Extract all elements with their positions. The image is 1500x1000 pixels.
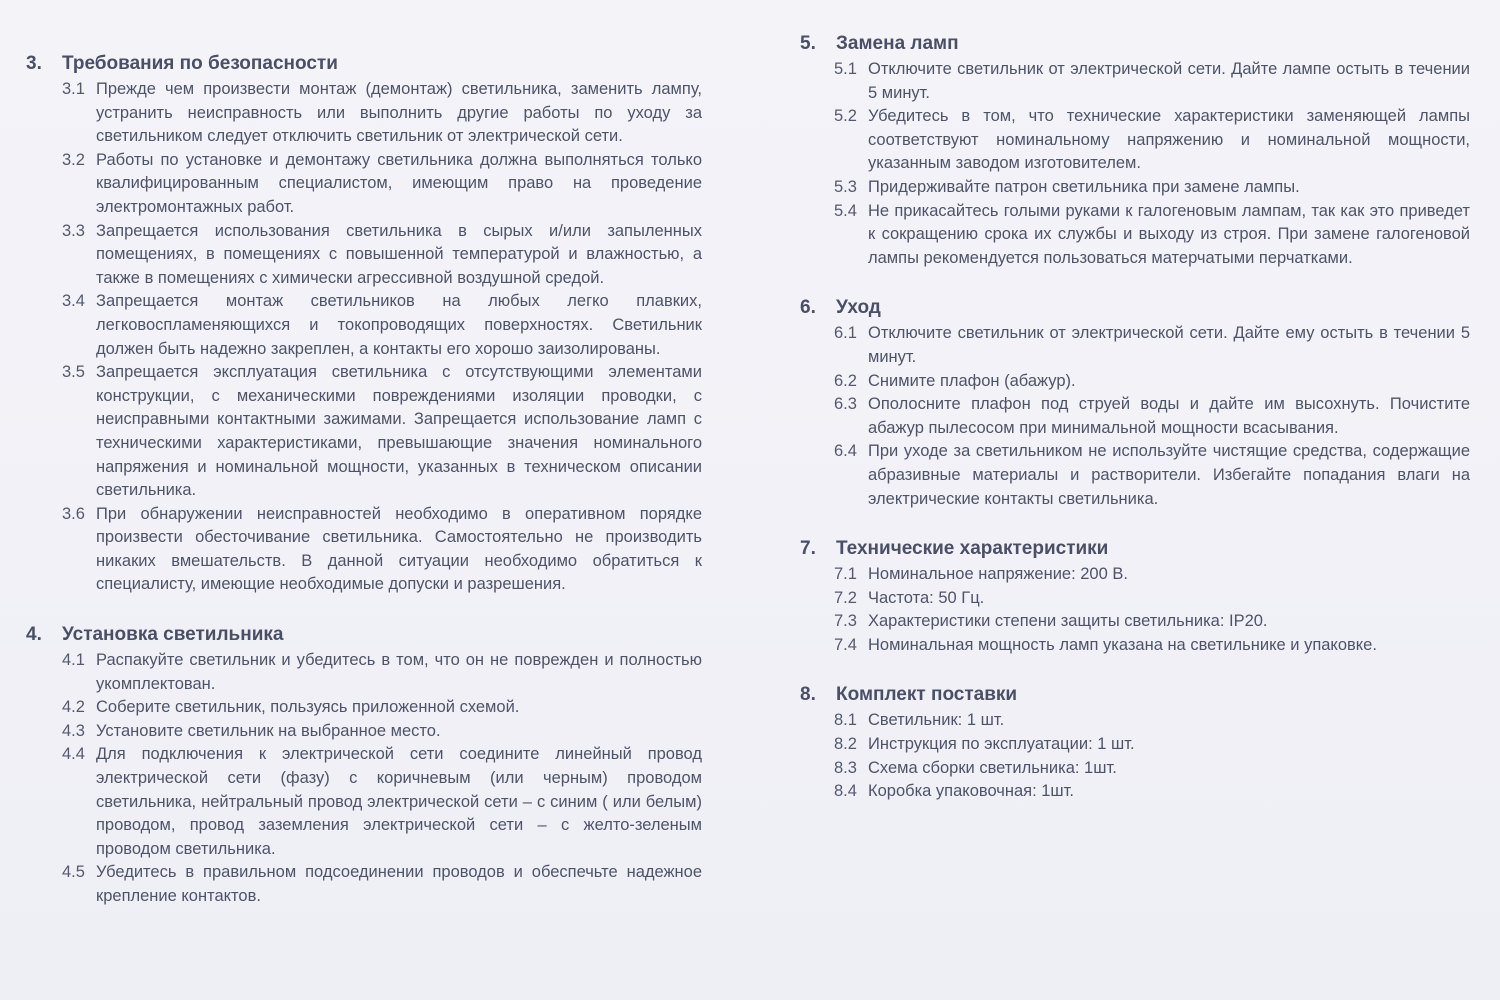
item-text: Для подключения к электрической сети соедините линейный провод электрической сети (фазу) с коричневым (или черным) проводом светильника, нейтральный провод электрической сети – с синим ( или белым) проводом, провод заземления электрической сети – с желто-зеленым проводом светильника. [96,745,702,858]
left-column [26,52,702,909]
list-item [834,322,1470,369]
list-item [62,503,702,597]
item-number: 4.3 [62,721,85,740]
item-number: 3.3 [62,221,85,240]
item-text: Убедитесь в правильном подсоединении проводов и обеспечьте надежное крепление контактов. [96,863,702,905]
item-number: 4.5 [62,863,85,882]
item-text: Установите светильник на выбранное место. [96,721,441,740]
section-number: 5. [800,33,816,54]
list-item [62,720,702,744]
item-number: 3.6 [62,504,85,523]
item-text: При обнаружении неисправностей необходимо в оперативном порядке произвести обесточивание светильника. Самостоятельно не производить никаких вмешательств. В данной ситуации необходимо обратиться к специалисту, имеющие необходимые допуски и разрешения. [96,504,702,594]
item-number: 6.3 [834,395,857,414]
list-item [834,634,1470,658]
item-number: 8.1 [834,711,857,730]
section-number: 7. [800,538,816,560]
item-number: 3.5 [62,363,85,382]
list-item [62,696,702,720]
item-number: 5.2 [834,107,857,126]
section-heading [800,537,1470,561]
item-number: 7.1 [834,565,857,584]
section-installation [26,623,702,909]
item-text: Соберите светильник, пользуясь приложенной схемой. [96,698,520,717]
list-item [62,78,702,149]
list-item [834,757,1470,781]
section-title: Замена ламп [836,33,959,54]
section-care [800,296,1470,511]
item-text: Не прикасайтесь голыми руками к галогеновым лампам, так как это приведет к сокращению срока их службы и выходу из строя. При замене галогеновой лампы рекомендуется пользоваться матерчатыми перчатками. [868,201,1470,267]
right-column [800,32,1470,804]
item-text: Схема сборки светильника: 1шт. [868,758,1117,777]
section-specifications [800,537,1470,657]
item-number: 6.2 [834,371,857,390]
section-number: 6. [800,297,816,319]
item-number: 3.4 [62,292,85,311]
item-text: Придерживайте патрон светильника при замене лампы. [868,177,1300,196]
item-number: 6.4 [834,442,857,461]
item-text: Запрещается эксплуатация светильника с отсутствующими элементами конструкции, с механическими повреждениями изоляции проводки, с неисправными контактными зажимами. Запрещается использование ламп с техническими характеристиками, превышающие значения номинального напряжения и номинальной мощности, указанных в техническом описании светильника. [96,363,702,500]
item-number: 3.1 [62,80,85,98]
item-text: Частота: 50 Гц. [868,588,985,607]
list-item [62,290,702,361]
item-number: 4.2 [62,698,85,717]
item-text: Запрещается монтаж светильников на любых легко плавких, легковоспламеняющихся и токопроводящих поверхностях. Светильник должен быть надежно закреплен, а контакты его хорошо заизолированы. [96,292,702,358]
item-number: 8.3 [834,758,857,777]
item-number: 4.1 [62,651,85,670]
section-package-contents [800,683,1470,803]
list-item [834,610,1470,634]
item-text: Распакуйте светильник и убедитесь в том, что он не поврежден и полностью укомплектован. [96,651,702,693]
section-title: Уход [836,297,881,319]
item-text: Прежде чем произвести монтаж (демонтаж) светильника, заменить лампу, устранить неисправность или выполнить другие работы по уходу за светильником следует отключить светильник от электрической сети. [96,80,702,146]
list-item [834,563,1470,587]
section-heading [26,623,702,647]
item-text: Отключите светильник от электрической сети. Дайте лампе остыть в течении 5 минут. [868,60,1470,102]
item-text: Характеристики степени защиты светильника: IP20. [868,612,1268,631]
list-item [834,370,1470,394]
list-item [834,393,1470,440]
section-title: Технические характеристики [836,538,1109,560]
item-number: 5.1 [834,60,857,78]
section-heading [26,52,702,76]
list-item [834,709,1470,733]
list-item [62,861,702,908]
item-text: Номинальная мощность ламп указана на светильнике и упаковке. [868,635,1377,654]
item-text: Отключите светильник от электрической сети. Дайте ему остыть в течении 5 минут. [868,324,1470,366]
item-number: 6.1 [834,324,857,343]
item-number: 7.3 [834,612,857,631]
item-text: Запрещается использования светильника в сырых и/или запыленных помещениях, в помещениях с повышенной температурой и влажностью, а также в помещениях с химически агрессивной воздушной средой. [96,221,702,287]
list-item [834,58,1470,105]
item-number: 8.4 [834,782,857,801]
section-safety [26,52,702,597]
list-item [62,220,702,291]
list-item [834,587,1470,611]
item-number: 7.2 [834,588,857,607]
list-item [834,105,1470,176]
section-number: 8. [800,684,816,706]
item-text: Убедитесь в том, что технические характеристики заменяющей лампы соответствуют номинальному напряжению и номинальной мощности, указанным заводом изготовителем. [868,107,1470,173]
list-item [62,361,702,503]
item-number: 5.3 [834,177,857,196]
item-number: 3.2 [62,150,85,169]
item-number: 5.4 [834,201,857,220]
list-item [834,440,1470,511]
section-lamp-replacement [800,32,1470,270]
list-item [62,649,702,696]
item-text: Снимите плафон (абажур). [868,371,1076,390]
section-heading [800,296,1470,320]
section-heading [800,683,1470,707]
item-text: Светильник: 1 шт. [868,711,1005,730]
item-text: Коробка упаковочная: 1шт. [868,782,1074,801]
list-item [62,743,702,861]
item-text: Работы по установке и демонтажу светильника должна выполняться только квалифицированным специалистом, имеющим право на проведение электромонтажных работ. [96,150,702,216]
section-number: 3. [26,53,42,74]
list-item [834,733,1470,757]
list-item [834,780,1470,804]
item-text: Инструкция по эксплуатации: 1 шт. [868,735,1135,754]
item-number: 8.2 [834,735,857,754]
item-text: Ополосните плафон под струей воды и дайте им высохнуть. Почистите абажур пылесосом при минимальной мощности всасывания. [868,395,1470,437]
section-title: Установка светильника [62,624,284,646]
section-title: Комплект поставки [836,684,1018,706]
item-number: 4.4 [62,745,85,764]
item-text: При уходе за светильником не используйте чистящие средства, содержащие абразивные материалы и растворители. Избегайте попадания влаги на электрические контакты светильника. [868,442,1470,508]
item-number: 7.4 [834,635,857,654]
section-number: 4. [26,624,42,646]
list-item [62,149,702,220]
list-item [834,200,1470,271]
section-heading [800,32,1470,56]
list-item [834,176,1470,200]
section-title: Требования по безопасности [62,53,338,74]
item-text: Номинальное напряжение: 200 В. [868,565,1128,584]
